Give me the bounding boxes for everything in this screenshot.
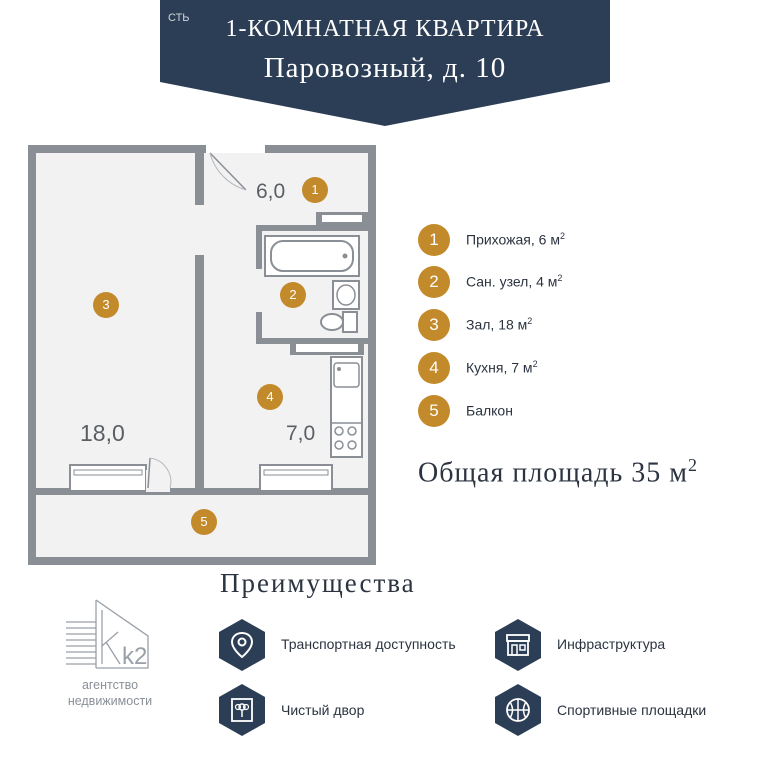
logo-line2: недвижимости bbox=[67, 694, 153, 708]
advantage-clean-yard: Чистый двор bbox=[281, 702, 365, 718]
basketball-icon bbox=[495, 684, 541, 736]
flower-icon bbox=[219, 684, 265, 736]
room-badge-2: 2 bbox=[280, 282, 306, 308]
total-area: Общая площадь 35 $м^2$ bbox=[418, 455, 699, 489]
room-badge-5: 5 bbox=[191, 509, 217, 535]
logo-line1: агентство bbox=[81, 678, 139, 692]
area-living: 18,0 bbox=[80, 420, 125, 446]
advantages-title: Преимущества bbox=[220, 568, 416, 598]
legend-number: 5 bbox=[418, 395, 450, 427]
legend-label: Прихожая, 6 $м^2$ bbox=[466, 231, 565, 248]
advantage-infrastructure: Инфраструктура bbox=[557, 636, 666, 652]
logo-mark: k2 bbox=[122, 643, 148, 670]
legend-label: Балкон bbox=[466, 402, 513, 419]
advantage-transport: Транспортная доступность bbox=[281, 636, 456, 652]
watermark-text: СТЬ bbox=[168, 12, 190, 24]
storefront-icon bbox=[495, 619, 541, 671]
location-pin-icon bbox=[219, 619, 265, 671]
legend-label: Зал, 18 $м^2$ bbox=[466, 316, 533, 333]
legend-number: 1 bbox=[418, 224, 450, 256]
page-title: 1-КОМНАТНАЯ КВАРТИРА bbox=[225, 16, 545, 42]
area-hall: 6,0 bbox=[256, 180, 286, 203]
legend-number: 4 bbox=[418, 352, 450, 384]
advantage-sport-grounds: Спортивные площадки bbox=[557, 702, 707, 718]
room-badge-3: 3 bbox=[93, 292, 119, 318]
address-title: Паровозный, д. 10 bbox=[263, 52, 507, 84]
legend-label: Сан. узел, 4 $м^2$ bbox=[466, 273, 563, 290]
legend-number: 2 bbox=[418, 266, 450, 298]
legend-number: 3 bbox=[418, 309, 450, 341]
room-badge-1: 1 bbox=[302, 177, 328, 203]
area-kitchen: 7,0 bbox=[286, 422, 316, 445]
legend-label: Кухня, 7 $м^2$ bbox=[466, 359, 538, 376]
room-badge-4: 4 bbox=[257, 384, 283, 410]
